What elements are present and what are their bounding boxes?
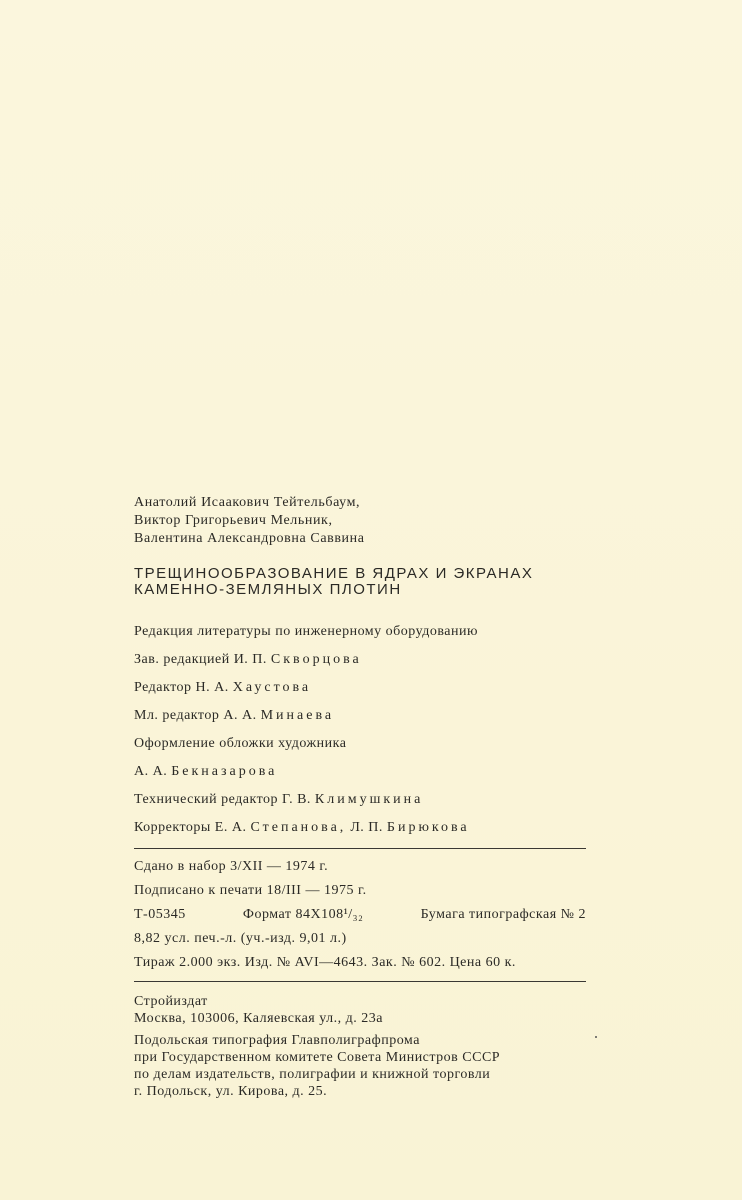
proofreaders (134, 818, 594, 846)
divider-rule (134, 981, 586, 982)
cover-artist (134, 762, 594, 790)
cover-artist-initials: А. А. (134, 764, 168, 779)
cover-design: Оформление обложки художника (134, 736, 347, 751)
book-title-line: ТРЕЩИНООБРАЗОВАНИЕ В ЯДРАХ И ЭКРАНАХ (134, 565, 534, 582)
printer-line: Подольская типография Главполиграфпрома (134, 1033, 420, 1048)
author-name: Валентина Александровна Саввина (134, 531, 365, 546)
print-run: Тираж 2.000 экз. Изд. № AVI—4643. Зак. № 602. Цена 60 к. (134, 955, 516, 970)
proofreaders-label: Корректоры Е. А. (134, 820, 247, 835)
divider-rule (134, 848, 586, 849)
cover-artist-name: Бекназарова (171, 764, 278, 779)
printer-line: при Государственном комитете Совета Министров СССР (134, 1050, 501, 1065)
credits-block (134, 622, 594, 846)
head-of-office-label: Зав. редакцией И. П. (134, 652, 267, 667)
editor-name: Хаустова (232, 680, 312, 695)
proofreader-1-name: Степанова, (250, 820, 347, 835)
editorial-office: Редакция литературы по инженерному оборудованию (134, 624, 478, 639)
print-specs (134, 905, 586, 929)
editor-label: Редактор Н. А. (134, 680, 229, 695)
order-code: Т-05345 (134, 907, 186, 922)
technical-editor (134, 790, 594, 818)
editor (134, 678, 594, 706)
junior-editor-name: Минаева (260, 708, 335, 723)
proofreader-2-initials: Л. П. (350, 820, 383, 835)
head-of-office-name: Скворцова (270, 652, 362, 667)
publisher-block (134, 993, 594, 1027)
printer-line: по делам издательств, полиграфии и книжной торговли (134, 1067, 491, 1082)
technical-editor-label: Технический редактор Г. В. (134, 792, 311, 807)
printer-line: г. Подольск, ул. Кирова, д. 25. (134, 1084, 328, 1099)
junior-editor (134, 706, 594, 734)
publisher-address: Москва, 103006, Каляевская ул., д. 23а (134, 1011, 383, 1026)
paper-type: Бумага типографская № 2 (420, 907, 586, 922)
paper-format: Формат 84X108¹/₃₂ (242, 907, 364, 922)
signed-date: Подписано к печати 18/III — 1975 г. (134, 883, 367, 898)
printer-block (134, 1032, 594, 1100)
book-title (134, 566, 594, 598)
sheet-count: 8,82 усл. печ.-л. (уч.-изд. 9,01 л.) (134, 931, 347, 946)
authors-block (134, 494, 594, 548)
publisher-name: Стройиздат (134, 994, 208, 1009)
proofreader-2-name: Бирюкова (386, 820, 470, 835)
imprint-block (134, 857, 594, 977)
technical-editor-name: Климушкина (314, 792, 424, 807)
typeset-date: Сдано в набор 3/XII — 1974 г. (134, 859, 329, 874)
head-of-office (134, 650, 594, 678)
junior-editor-label: Мл. редактор А. А. (134, 708, 257, 723)
ink-speck (595, 1036, 597, 1038)
book-title-line: КАМЕННО-ЗЕМЛЯНЫХ ПЛОТИН (134, 581, 402, 598)
author-name: Виктор Григорьевич Мельник, (134, 513, 333, 528)
author-name: Анатолий Исаакович Тейтельбаум, (134, 495, 361, 510)
